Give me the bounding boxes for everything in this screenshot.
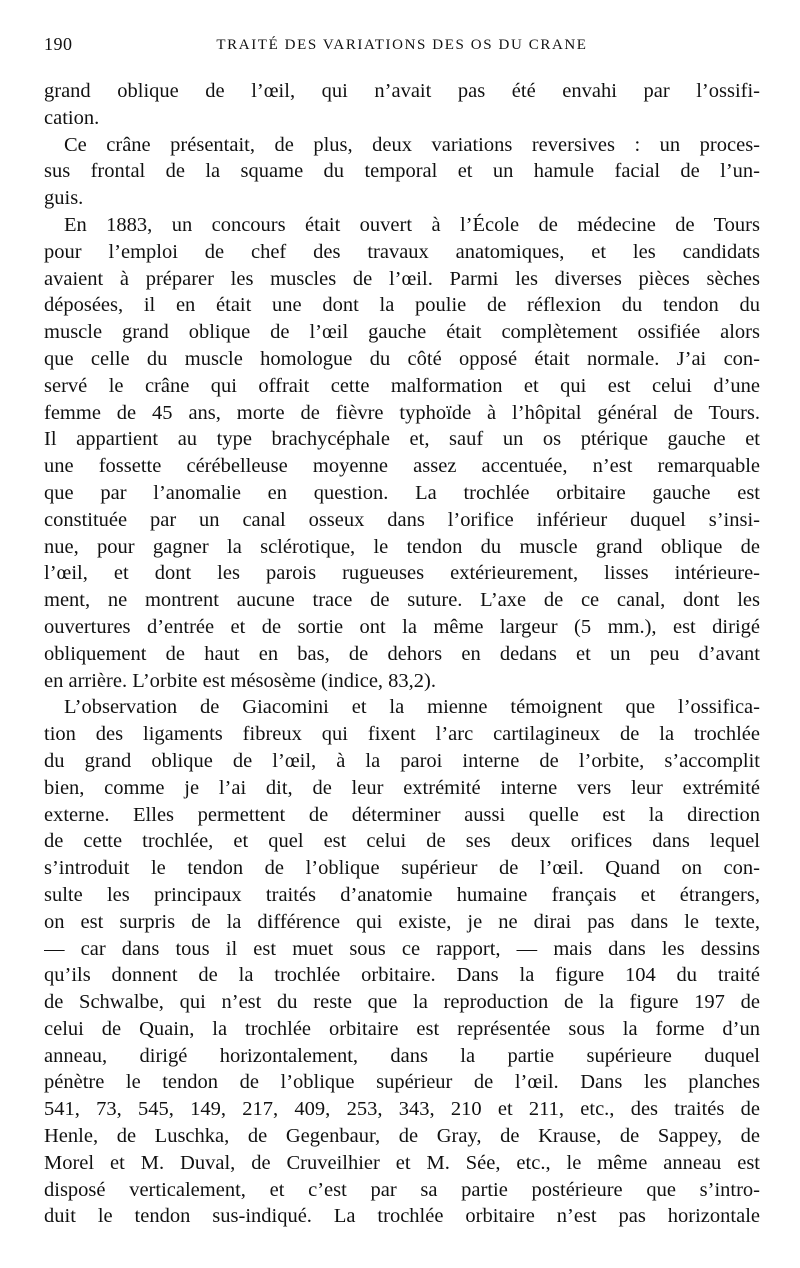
text-line: Ce crâne présentait, de plus, deux variations reversives : un proces- bbox=[64, 133, 760, 156]
text-line: qu’ils donnent de la trochlée orbitaire. Dans la figure 104 du traité bbox=[44, 964, 760, 987]
text-line: En 1883, un concours était ouvert à l’École de médecine de Tours bbox=[64, 213, 760, 236]
text-line: en arrière. L’orbite est mésosème (indice, 83,2). bbox=[44, 669, 437, 692]
text-line: une fossette cérébelleuse moyenne assez accentuée, n’est remarquable bbox=[44, 455, 760, 478]
text-line: déposées, il en était une dont la poulie de réflexion du tendon du bbox=[44, 294, 760, 317]
text-line: pour l’emploi de chef des travaux anatomiques, et les candidats bbox=[44, 240, 760, 263]
text-line: s’introduit le tendon de l’oblique supérieur de l’œil. Quand on con- bbox=[44, 857, 760, 880]
text-line: sus frontal de la squame du temporal et un hamule facial de l’un- bbox=[44, 160, 760, 183]
text-line: grand oblique de l’œil, qui n’avait pas été envahi par l’ossifi- bbox=[44, 80, 760, 102]
text-line: disposé verticalement, et c’est par sa partie postérieure que s’intro- bbox=[44, 1178, 760, 1201]
body-text bbox=[44, 78, 760, 1238]
page-header bbox=[44, 34, 760, 58]
text-line: Il appartient au type brachycéphale et, sauf un os ptérique gauche et bbox=[44, 428, 760, 451]
text-line: constituée par un canal osseux dans l’orifice inférieur duquel s’insi- bbox=[44, 508, 760, 531]
text-line: 541, 73, 545, 149, 217, 409, 253, 343, 210 et 211, etc., des traités de bbox=[44, 1098, 760, 1121]
text-line: tion des ligaments fibreux qui fixent l’arc cartilagineux de la trochlée bbox=[44, 723, 760, 746]
text-line: de cette trochlée, et quel est celui de ses deux orifices dans lequel bbox=[44, 830, 760, 853]
text-line: obliquement de haut en bas, de dehors en dedans et un peu d’avant bbox=[44, 642, 760, 665]
text-line: que par l’anomalie en question. La trochlée orbitaire gauche est bbox=[44, 481, 760, 504]
text-line: anneau, dirigé horizontalement, dans la partie supérieure duquel bbox=[44, 1044, 760, 1067]
text-line: nue, pour gagner la sclérotique, le tendon du muscle grand oblique de bbox=[44, 535, 760, 558]
text-line: femme de 45 ans, morte de fièvre typhoïde à l’hôpital général de Tours. bbox=[44, 401, 760, 424]
text-line: Henle, de Luschka, de Gegenbaur, de Gray, de Krause, de Sappey, de bbox=[44, 1125, 760, 1148]
page-number: 190 bbox=[44, 34, 73, 54]
text-line: du grand oblique de l’œil, à la paroi interne de l’orbite, s’accomplit bbox=[44, 749, 760, 772]
text-line: bien, comme je l’ai dit, de leur extrémité interne vers leur extrémité bbox=[44, 776, 760, 799]
text-line: Morel et M. Duval, de Cruveilhier et M. Sée, etc., le même anneau est bbox=[44, 1151, 760, 1174]
text-line: ment, ne montrent aucune trace de suture. L’axe de ce canal, dont les bbox=[44, 589, 760, 612]
text-line: L’observation de Giacomini et la mienne témoignent que l’ossifica- bbox=[64, 696, 760, 719]
text-line: ouvertures d’entrée et de sortie ont la même largeur (5 mm.), est dirigé bbox=[44, 615, 760, 638]
text-line: l’œil, et dont les parois rugueuses extérieurement, lisses intérieure- bbox=[44, 562, 760, 585]
text-line: servé le crâne qui offrait cette malformation et qui est celui d’une bbox=[44, 374, 760, 397]
running-head: TRAITÉ DES VARIATIONS DES OS DU CRANE bbox=[216, 37, 588, 53]
text-line: de Schwalbe, qui n’est du reste que la reproduction de la figure 197 de bbox=[44, 991, 760, 1014]
text-line: cation. bbox=[44, 106, 100, 129]
text-line: avaient à préparer les muscles de l’œil. Parmi les diverses pièces sèches bbox=[44, 267, 760, 290]
text-line: externe. Elles permettent de déterminer aussi quelle est la direction bbox=[44, 803, 760, 826]
text-line: guis. bbox=[44, 187, 84, 210]
text-line: que celle du muscle homologue du côté opposé était normale. J’ai con- bbox=[44, 347, 760, 370]
text-line: pénètre le tendon de l’oblique supérieur de l’œil. Dans les planches bbox=[44, 1071, 760, 1094]
text-line: sulte les principaux traités d’anatomie humaine français et étrangers, bbox=[44, 883, 760, 906]
text-line: celui de Quain, la trochlée orbitaire est représentée sous la forme d’un bbox=[44, 1017, 760, 1040]
text-line: muscle grand oblique de l’œil gauche était complètement ossifiée alors bbox=[44, 321, 760, 344]
text-line: duit le tendon sus-indiqué. La trochlée orbitaire n’est pas horizontale bbox=[44, 1205, 760, 1228]
text-line: — car dans tous il est muet sous ce rapport, — mais dans les dessins bbox=[44, 937, 760, 960]
text-line: on est surpris de la différence qui existe, je ne dirai pas dans le texte, bbox=[44, 910, 760, 933]
